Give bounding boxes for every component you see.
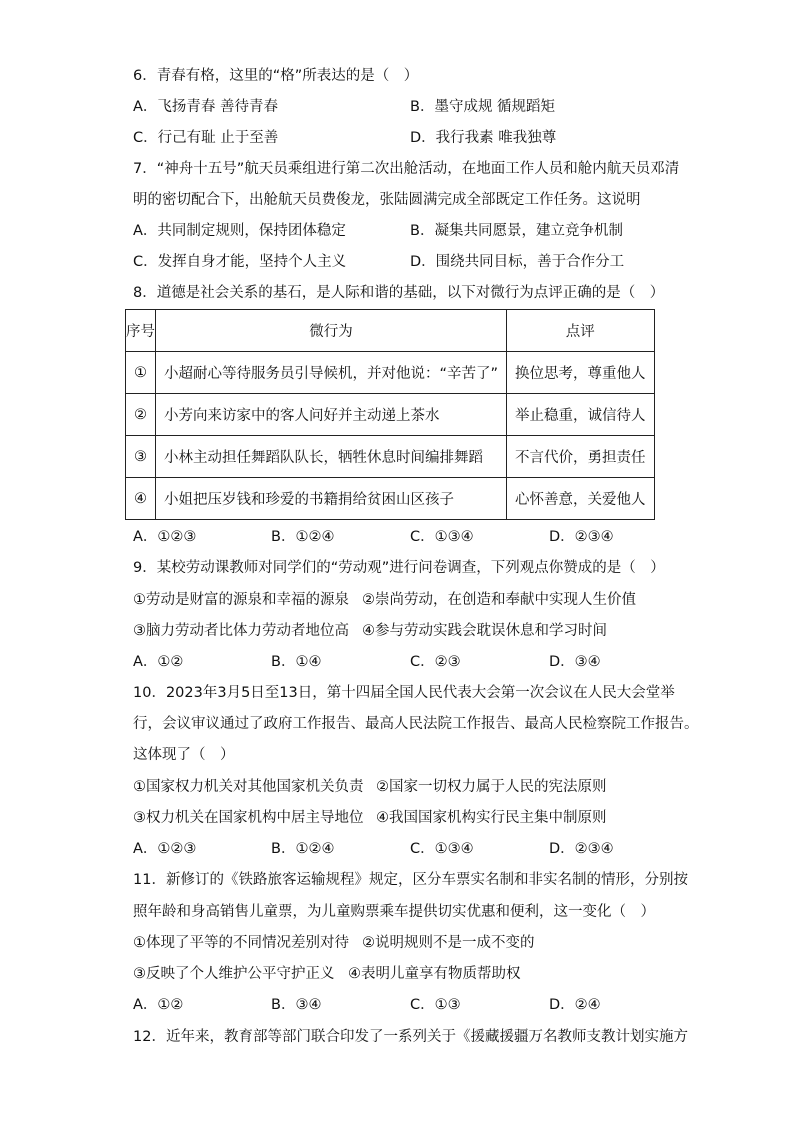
q11-option-b: B．③④ (271, 997, 322, 1013)
q9-option-a: A．①② (133, 654, 184, 670)
q7-option-a: A．共同制定规则，保持团体稳定 (133, 223, 346, 239)
table-cell-behavior: 小林主动担任舞蹈队队长，牺牲休息时间编排舞蹈 (156, 436, 507, 478)
table-cell-comment: 心怀善意，关爱他人 (507, 478, 655, 520)
q9-option-d: D．③④ (549, 654, 601, 670)
q12-stem-line-1: 12．近年来，教育部等部门联合印发了一系列关于《援藏援疆万名教师支教计划实施方 (133, 1029, 688, 1045)
q8-option-d: D．②③④ (549, 529, 614, 545)
q10-stem-line-3: 这体现了（ ） (133, 747, 235, 763)
q6-stem: 6．青春有格，这里的“格”所表达的是（ ） (133, 68, 419, 84)
table-cell-number: ② (126, 394, 156, 436)
q10-statement-2: ②国家一切权力属于人民的宪法原则 (376, 779, 607, 795)
q11-stem-line-1: 11．新修订的《铁路旅客运输规程》规定，区分车票实名制和非实名制的情形，分别按 (133, 872, 688, 888)
q10-option-c: C．①③④ (410, 841, 474, 857)
q11-statement-1: ①体现了平等的不同情况差别对待 (133, 935, 349, 951)
q10-statement-1: ①国家权力机关对其他国家机关负责 (133, 779, 364, 795)
table-header-cell: 序号 (126, 310, 156, 352)
q10-option-b: B．①②④ (271, 841, 335, 857)
q11-option-d: D．②④ (549, 997, 601, 1013)
q8-option-a: A．①②③ (133, 529, 197, 545)
q6-option-a: A．飞扬青春 善待青春 (133, 99, 279, 115)
q10-option-a: A．①②③ (133, 841, 197, 857)
table-cell-number: ④ (126, 478, 156, 520)
q9-option-b: B．①④ (271, 654, 322, 670)
table-cell-comment: 换位思考，尊重他人 (507, 352, 655, 394)
table-header-cell: 微行为 (156, 310, 507, 352)
q10-stem-line-1: 10．2023年3月5日至13日，第十四届全国人民代表大会第一次会议在人民大会堂举 (133, 685, 675, 701)
table-cell-comment: 举止稳重，诚信待人 (507, 394, 655, 436)
q8-option-c: C．①③④ (410, 529, 474, 545)
q11-option-c: C．①③ (410, 997, 461, 1013)
table-row (126, 352, 655, 394)
q10-stem-line-2: 行，会议审议通过了政府工作报告、最高人民法院工作报告、最高人民检察院工作报告。 (133, 716, 699, 732)
q10-statement-3: ③权力机关在国家机构中居主导地位 (133, 810, 364, 826)
q11-statement-3: ③反映了个人维护公平守护正义 (133, 966, 335, 982)
table-cell-number: ③ (126, 436, 156, 478)
q10-statement-4: ④我国国家机构实行民主集中制原则 (376, 810, 607, 826)
q11-statement-2: ②说明规则不是一成不变的 (362, 935, 535, 951)
q11-option-a: A．①② (133, 997, 184, 1013)
q8-option-b: B．①②④ (271, 529, 335, 545)
table-cell-number: ① (126, 352, 156, 394)
q9-statement-1: ①劳动是财富的源泉和幸福的源泉 (133, 592, 349, 608)
q9-option-c: C．②③ (410, 654, 461, 670)
q7-stem-line-1: 7．“神舟十五号”航天员乘组进行第二次出舱活动，在地面工作人员和舱内航天员邓清 (133, 161, 680, 177)
q6-option-b: B．墨守成规 循规蹈矩 (410, 99, 556, 115)
q6-option-d: D．我行我素 唯我独尊 (410, 130, 557, 146)
table-row (126, 478, 655, 520)
q8-table (125, 309, 655, 520)
table-row (126, 394, 655, 436)
q11-stem-line-2: 照年龄和身高销售儿童票，为儿童购票乘车提供切实优惠和便利，这一变化（ ） (133, 904, 655, 920)
q10-option-d: D．②③④ (549, 841, 614, 857)
q7-option-d: D．围绕共同目标，善于合作分工 (410, 254, 625, 270)
table-cell-comment: 不言代价，勇担责任 (507, 436, 655, 478)
table-header-row (126, 310, 655, 352)
q7-option-c: C．发挥自身才能，坚持个人主义 (133, 254, 347, 270)
table-cell-behavior: 小芳向来访家中的客人问好并主动递上茶水 (156, 394, 507, 436)
q6-option-c: C．行己有耻 止于至善 (133, 130, 279, 146)
table-cell-behavior: 小超耐心等待服务员引导候机，并对他说：“辛苦了” (156, 352, 507, 394)
q7-option-b: B．凝集共同愿景，建立竞争机制 (410, 223, 623, 239)
q9-statement-2: ②崇尚劳动，在创造和奉献中实现人生价值 (362, 592, 636, 608)
q9-statement-3: ③脑力劳动者比体力劳动者地位高 (133, 623, 349, 639)
table-header-cell: 点评 (507, 310, 655, 352)
q11-statement-4: ④表明儿童享有物质帮助权 (348, 966, 521, 982)
q9-statement-4: ④参与劳动实践会耽误休息和学习时间 (362, 623, 607, 639)
table-cell-behavior: 小姐把压岁钱和珍爱的书籍捐给贫困山区孩子 (156, 478, 507, 520)
table-row (126, 436, 655, 478)
q9-stem: 9．某校劳动课教师对同学们的“劳动观”进行问卷调查，下列观点你赞成的是（ ） (133, 560, 665, 576)
q8-stem: 8．道德是社会关系的基石，是人际和谐的基础，以下对微行为点评正确的是（ ） (133, 285, 665, 301)
q7-stem-line-2: 明的密切配合下，出舱航天员费俊龙，张陆圆满完成全部既定工作任务。这说明 (133, 192, 641, 208)
